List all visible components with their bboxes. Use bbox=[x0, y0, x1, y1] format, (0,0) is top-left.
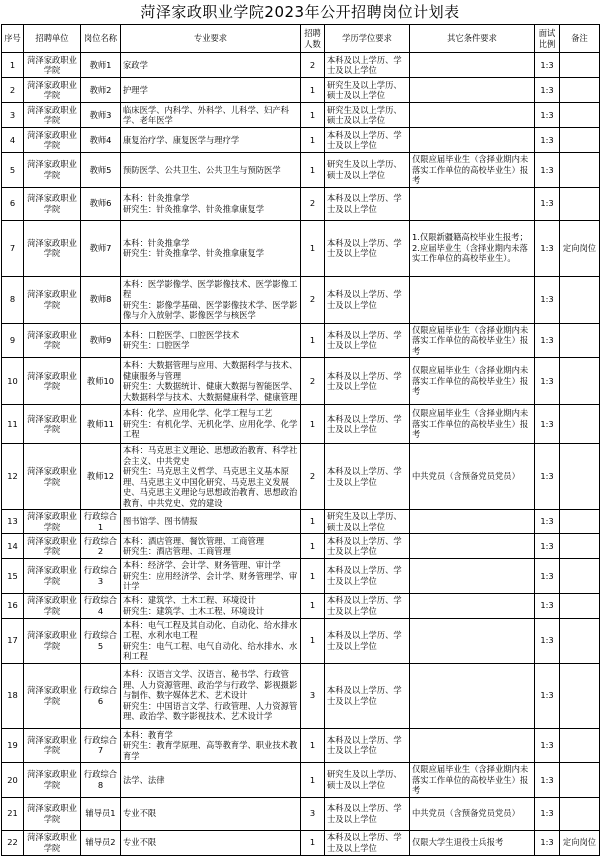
cell-major: 本科：建筑学、土木工程、环境设计 研究生：建筑学、土木工程、环境设计 bbox=[121, 593, 301, 618]
cell-ratio: 1:3 bbox=[535, 358, 560, 405]
table-row bbox=[2, 593, 600, 618]
cell-edu: 本科及以上学历、学士及以上学位 bbox=[325, 534, 410, 559]
cell-edu: 本科及以上学历、学士及以上学位 bbox=[325, 728, 410, 763]
cell-post: 教师9 bbox=[81, 323, 121, 358]
header-post: 岗位名称 bbox=[81, 25, 121, 53]
cell-other: 仅限应届毕业生（含择业期内未落实工作单位的高校毕业生）报考 bbox=[410, 323, 535, 358]
cell-count: 1 bbox=[301, 559, 325, 594]
cell-ratio: 1:3 bbox=[535, 53, 560, 78]
cell-post: 教师12 bbox=[81, 444, 121, 510]
cell-major: 本科：化学、应用化学、化学工程与工艺 研究生：有机化学、无机化学、应用化学、化学工程 bbox=[121, 405, 301, 444]
cell-seq: 18 bbox=[2, 663, 24, 728]
page-title: 菏泽家政职业学院2023年公开招聘岗位计划表 bbox=[140, 3, 460, 21]
cell-edu: 本科及以上学历、学士及以上学位 bbox=[325, 53, 410, 78]
cell-edu: 本科及以上学历、学士及以上学位 bbox=[325, 405, 410, 444]
table-row bbox=[2, 53, 600, 78]
cell-ratio: 1:3 bbox=[535, 763, 560, 798]
cell-note bbox=[560, 276, 600, 323]
table-row bbox=[2, 153, 600, 188]
cell-other: 中共党员（含预备党员党员） bbox=[410, 444, 535, 510]
cell-ratio: 1:3 bbox=[535, 220, 560, 276]
cell-post: 行政综合8 bbox=[81, 763, 121, 798]
cell-count: 1 bbox=[301, 830, 325, 855]
cell-major: 家政学 bbox=[121, 53, 301, 78]
cell-note bbox=[560, 797, 600, 830]
cell-other: 仅限应届毕业生（含择业期内未落实工作单位的高校毕业生）报考 bbox=[410, 153, 535, 188]
cell-count: 1 bbox=[301, 728, 325, 763]
cell-count: 1 bbox=[301, 103, 325, 128]
cell-unit: 菏泽家政职业学院 bbox=[24, 663, 81, 728]
cell-note bbox=[560, 763, 600, 798]
table-row bbox=[2, 797, 600, 830]
cell-post: 教师1 bbox=[81, 53, 121, 78]
cell-edu: 本科及以上学历、学士及以上学位 bbox=[325, 358, 410, 405]
table-row bbox=[2, 323, 600, 358]
cell-post: 教师5 bbox=[81, 153, 121, 188]
cell-edu: 本科及以上学历、学士及以上学位 bbox=[325, 593, 410, 618]
cell-ratio: 1:3 bbox=[535, 534, 560, 559]
cell-ratio: 1:3 bbox=[535, 103, 560, 128]
cell-unit: 菏泽家政职业学院 bbox=[24, 797, 81, 830]
table-body bbox=[2, 53, 600, 856]
cell-other: 仅限应届毕业生（含择业期内未落实工作单位的高校毕业生）报考 bbox=[410, 358, 535, 405]
cell-other bbox=[410, 618, 535, 663]
cell-other bbox=[410, 593, 535, 618]
cell-ratio: 1:3 bbox=[535, 323, 560, 358]
cell-note bbox=[560, 78, 600, 103]
cell-major: 本科：酒店管理、餐饮管理、工商管理 研究生：酒店管理、工商管理 bbox=[121, 534, 301, 559]
cell-note bbox=[560, 618, 600, 663]
cell-note bbox=[560, 187, 600, 220]
cell-count: 1 bbox=[301, 618, 325, 663]
table-row bbox=[2, 510, 600, 534]
cell-count: 3 bbox=[301, 797, 325, 830]
cell-seq: 11 bbox=[2, 405, 24, 444]
cell-note bbox=[560, 534, 600, 559]
cell-post: 教师2 bbox=[81, 78, 121, 103]
cell-unit: 菏泽家政职业学院 bbox=[24, 534, 81, 559]
cell-post: 行政综合7 bbox=[81, 728, 121, 763]
cell-post: 教师4 bbox=[81, 128, 121, 153]
cell-major: 护理学 bbox=[121, 78, 301, 103]
cell-other: 仅限应届毕业生（含择业期内未落实工作单位的高校毕业生）报考 bbox=[410, 763, 535, 798]
cell-edu: 本科及以上学历、学士及以上学位 bbox=[325, 830, 410, 855]
header-seq: 序号 bbox=[2, 25, 24, 53]
cell-unit: 菏泽家政职业学院 bbox=[24, 593, 81, 618]
cell-post: 辅导员1 bbox=[81, 797, 121, 830]
cell-seq: 21 bbox=[2, 797, 24, 830]
cell-seq: 19 bbox=[2, 728, 24, 763]
header-edu: 学历学位要求 bbox=[325, 25, 410, 53]
table-row bbox=[2, 763, 600, 798]
cell-major: 本科：口腔医学、口腔医学技术 研究生：口腔医学 bbox=[121, 323, 301, 358]
cell-edu: 本科及以上学历、学士及以上学位 bbox=[325, 618, 410, 663]
cell-major: 本科：经济学、会计学、财务管理、审计学 研究生：应用经济学、会计学、财务管理学、审计学 bbox=[121, 559, 301, 594]
table-row bbox=[2, 128, 600, 153]
header-unit: 招聘单位 bbox=[24, 25, 81, 53]
cell-post: 行政综合1 bbox=[81, 510, 121, 534]
cell-major: 图书馆学、图书情报 bbox=[121, 510, 301, 534]
cell-ratio: 1:3 bbox=[535, 663, 560, 728]
cell-ratio: 1:3 bbox=[535, 510, 560, 534]
cell-seq: 3 bbox=[2, 103, 24, 128]
cell-unit: 菏泽家政职业学院 bbox=[24, 728, 81, 763]
cell-seq: 4 bbox=[2, 128, 24, 153]
table-row bbox=[2, 618, 600, 663]
cell-unit: 菏泽家政职业学院 bbox=[24, 53, 81, 78]
cell-note: 定向岗位 bbox=[560, 220, 600, 276]
cell-note bbox=[560, 103, 600, 128]
cell-ratio: 1:3 bbox=[535, 128, 560, 153]
cell-count: 1 bbox=[301, 153, 325, 188]
cell-major: 本科：汉语言文学、汉语言、秘书学、行政管理、人力资源管理、政治学与行政学、影视摄影与制作、数字媒体艺术、艺术设计 研究生：中国语言文学、行政管理、人力资源管理、政治学、数字影视技术、艺术设计学 bbox=[121, 663, 301, 728]
cell-edu: 本科及以上学历、学士及以上学位 bbox=[325, 444, 410, 510]
cell-ratio: 1:3 bbox=[535, 444, 560, 510]
cell-count: 2 bbox=[301, 53, 325, 78]
cell-note bbox=[560, 153, 600, 188]
table-row bbox=[2, 103, 600, 128]
header-other: 其它条件要求 bbox=[410, 25, 535, 53]
cell-note bbox=[560, 128, 600, 153]
cell-ratio: 1:3 bbox=[535, 830, 560, 855]
table-row bbox=[2, 663, 600, 728]
cell-major: 专业不限 bbox=[121, 830, 301, 855]
cell-post: 行政综合6 bbox=[81, 663, 121, 728]
cell-edu: 本科及以上学历、学士及以上学位 bbox=[325, 559, 410, 594]
cell-seq: 10 bbox=[2, 358, 24, 405]
cell-ratio: 1:3 bbox=[535, 618, 560, 663]
cell-seq: 17 bbox=[2, 618, 24, 663]
header-note: 备注 bbox=[560, 25, 600, 53]
cell-note bbox=[560, 53, 600, 78]
cell-edu: 研究生及以上学历、硕士及以上学位 bbox=[325, 153, 410, 188]
cell-post: 教师10 bbox=[81, 358, 121, 405]
cell-post: 行政综合4 bbox=[81, 593, 121, 618]
cell-note: 定向岗位 bbox=[560, 830, 600, 855]
cell-unit: 菏泽家政职业学院 bbox=[24, 510, 81, 534]
cell-edu: 研究生及以上学历、硕士及以上学位 bbox=[325, 763, 410, 798]
cell-unit: 菏泽家政职业学院 bbox=[24, 276, 81, 323]
table-row bbox=[2, 444, 600, 510]
cell-major: 预防医学、公共卫生、公共卫生与预防医学 bbox=[121, 153, 301, 188]
cell-edu: 本科及以上学历、学士及以上学位 bbox=[325, 128, 410, 153]
cell-note bbox=[560, 358, 600, 405]
table-row bbox=[2, 728, 600, 763]
table-row bbox=[2, 78, 600, 103]
cell-other bbox=[410, 53, 535, 78]
cell-seq: 6 bbox=[2, 187, 24, 220]
table-row bbox=[2, 220, 600, 276]
cell-major: 临床医学、内科学、外科学、儿科学、妇产科学、老年医学 bbox=[121, 103, 301, 128]
cell-major: 本科：教育学 研究生：教育学原理、高等教育学、职业技术教育学 bbox=[121, 728, 301, 763]
table-row bbox=[2, 276, 600, 323]
cell-count: 1 bbox=[301, 510, 325, 534]
cell-count: 1 bbox=[301, 78, 325, 103]
cell-other bbox=[410, 128, 535, 153]
cell-other bbox=[410, 728, 535, 763]
cell-other: 仅限大学生退役士兵报考 bbox=[410, 830, 535, 855]
cell-other: 仅限应届毕业生（含择业期内未落实工作单位的高校毕业生）报考 bbox=[410, 405, 535, 444]
cell-major: 本科：马克思主义理论、思想政治教育、科学社会主义、中共党史 研究生：马克思主义哲学、马克思主义基本原理、马克思主义中国化研究、马克思主义发展史、马克思主义理论与思想政治教育、思想政治教育、中共党史、党的建设 bbox=[121, 444, 301, 510]
cell-seq: 20 bbox=[2, 763, 24, 798]
cell-other: 1.仅限新疆籍高校毕业生报考； 2.应届毕业生（含择业期内未落实工作单位的高校毕业生）。 bbox=[410, 220, 535, 276]
cell-ratio: 1:3 bbox=[535, 797, 560, 830]
cell-unit: 菏泽家政职业学院 bbox=[24, 153, 81, 188]
cell-other bbox=[410, 559, 535, 594]
cell-unit: 菏泽家政职业学院 bbox=[24, 78, 81, 103]
cell-seq: 9 bbox=[2, 323, 24, 358]
table-row bbox=[2, 559, 600, 594]
cell-unit: 菏泽家政职业学院 bbox=[24, 405, 81, 444]
cell-post: 教师8 bbox=[81, 276, 121, 323]
cell-other bbox=[410, 187, 535, 220]
cell-count: 2 bbox=[301, 444, 325, 510]
cell-unit: 菏泽家政职业学院 bbox=[24, 763, 81, 798]
cell-seq: 2 bbox=[2, 78, 24, 103]
header-major: 专业要求 bbox=[121, 25, 301, 53]
cell-ratio: 1:3 bbox=[535, 153, 560, 188]
cell-other bbox=[410, 103, 535, 128]
cell-note bbox=[560, 405, 600, 444]
cell-note bbox=[560, 593, 600, 618]
cell-unit: 菏泽家政职业学院 bbox=[24, 559, 81, 594]
cell-other bbox=[410, 534, 535, 559]
cell-major: 本科：针灸推拿学 研究生：针灸推拿学、针灸推拿康复学 bbox=[121, 187, 301, 220]
cell-major: 本科：电气工程及其自动化、自动化、给水排水工程、水利水电工程 研究生：电气工程、电气自动化、给水排水、水利工程 bbox=[121, 618, 301, 663]
cell-ratio: 1:3 bbox=[535, 187, 560, 220]
cell-ratio: 1:3 bbox=[535, 593, 560, 618]
cell-other: 中共党员（含预备党员党员） bbox=[410, 797, 535, 830]
cell-edu: 本科及以上学历、学士及以上学位 bbox=[325, 220, 410, 276]
cell-edu: 研究生及以上学历、硕士及以上学位 bbox=[325, 510, 410, 534]
cell-major: 专业不限 bbox=[121, 797, 301, 830]
cell-count: 1 bbox=[301, 763, 325, 798]
cell-edu: 本科及以上学历、学士及以上学位 bbox=[325, 797, 410, 830]
cell-ratio: 1:3 bbox=[535, 78, 560, 103]
cell-seq: 13 bbox=[2, 510, 24, 534]
cell-seq: 5 bbox=[2, 153, 24, 188]
header-count: 招聘人数 bbox=[301, 25, 325, 53]
cell-post: 教师6 bbox=[81, 187, 121, 220]
cell-post: 行政综合2 bbox=[81, 534, 121, 559]
table-row bbox=[2, 405, 600, 444]
cell-count: 1 bbox=[301, 405, 325, 444]
cell-edu: 本科及以上学历、学士及以上学位 bbox=[325, 276, 410, 323]
cell-ratio: 1:3 bbox=[535, 405, 560, 444]
cell-major: 本科：针灸推拿学 研究生：针灸推拿学、针灸推拿康复学 bbox=[121, 220, 301, 276]
cell-other bbox=[410, 276, 535, 323]
cell-post: 教师3 bbox=[81, 103, 121, 128]
cell-seq: 14 bbox=[2, 534, 24, 559]
cell-count: 2 bbox=[301, 276, 325, 323]
cell-unit: 菏泽家政职业学院 bbox=[24, 830, 81, 855]
cell-seq: 15 bbox=[2, 559, 24, 594]
cell-edu: 本科及以上学历、学士及以上学位 bbox=[325, 187, 410, 220]
cell-count: 2 bbox=[301, 187, 325, 220]
cell-note bbox=[560, 510, 600, 534]
cell-unit: 菏泽家政职业学院 bbox=[24, 128, 81, 153]
table-row bbox=[2, 187, 600, 220]
cell-edu: 研究生及以上学历、硕士及以上学位 bbox=[325, 78, 410, 103]
recruitment-table bbox=[1, 24, 600, 856]
cell-other bbox=[410, 663, 535, 728]
cell-note bbox=[560, 559, 600, 594]
cell-ratio: 1:3 bbox=[535, 276, 560, 323]
cell-major: 法学、法律 bbox=[121, 763, 301, 798]
cell-major: 本科：大数据管理与应用、大数据科学与技术、健康服务与管理 研究生：大数据统计、健康大数据与智能医学、大数据科学与技术、大数据健康科学、健康管理 bbox=[121, 358, 301, 405]
cell-edu: 研究生及以上学历、硕士及以上学位 bbox=[325, 103, 410, 128]
cell-seq: 8 bbox=[2, 276, 24, 323]
cell-other bbox=[410, 510, 535, 534]
cell-seq: 1 bbox=[2, 53, 24, 78]
cell-edu: 本科及以上学历、学士及以上学位 bbox=[325, 323, 410, 358]
cell-ratio: 1:3 bbox=[535, 728, 560, 763]
cell-count: 1 bbox=[301, 323, 325, 358]
header-ratio: 面试比例 bbox=[535, 25, 560, 53]
cell-seq: 12 bbox=[2, 444, 24, 510]
cell-unit: 菏泽家政职业学院 bbox=[24, 323, 81, 358]
cell-unit: 菏泽家政职业学院 bbox=[24, 444, 81, 510]
table-row bbox=[2, 534, 600, 559]
cell-count: 2 bbox=[301, 358, 325, 405]
cell-count: 1 bbox=[301, 534, 325, 559]
cell-note bbox=[560, 728, 600, 763]
cell-count: 1 bbox=[301, 220, 325, 276]
header-row bbox=[2, 25, 600, 53]
cell-count: 1 bbox=[301, 128, 325, 153]
cell-post: 行政综合5 bbox=[81, 618, 121, 663]
cell-seq: 16 bbox=[2, 593, 24, 618]
cell-other bbox=[410, 78, 535, 103]
table-row bbox=[2, 830, 600, 855]
cell-seq: 7 bbox=[2, 220, 24, 276]
cell-note bbox=[560, 444, 600, 510]
cell-unit: 菏泽家政职业学院 bbox=[24, 187, 81, 220]
table-row bbox=[2, 358, 600, 405]
cell-post: 行政综合3 bbox=[81, 559, 121, 594]
cell-seq: 22 bbox=[2, 830, 24, 855]
cell-unit: 菏泽家政职业学院 bbox=[24, 618, 81, 663]
cell-count: 1 bbox=[301, 593, 325, 618]
cell-unit: 菏泽家政职业学院 bbox=[24, 358, 81, 405]
cell-post: 教师11 bbox=[81, 405, 121, 444]
cell-post: 辅导员2 bbox=[81, 830, 121, 855]
cell-note bbox=[560, 663, 600, 728]
cell-major: 本科：医学影像学、医学影像技术、医学影像工程 研究生：影像学基础、医学影像技术学、医学影像与介入放射学、影像医学与核医学 bbox=[121, 276, 301, 323]
cell-unit: 菏泽家政职业学院 bbox=[24, 103, 81, 128]
cell-unit: 菏泽家政职业学院 bbox=[24, 220, 81, 276]
cell-edu: 本科及以上学历、学士及以上学位 bbox=[325, 663, 410, 728]
cell-note bbox=[560, 323, 600, 358]
cell-post: 教师7 bbox=[81, 220, 121, 276]
cell-ratio: 1:3 bbox=[535, 559, 560, 594]
cell-count: 3 bbox=[301, 663, 325, 728]
cell-major: 康复治疗学、康复医学与理疗学 bbox=[121, 128, 301, 153]
